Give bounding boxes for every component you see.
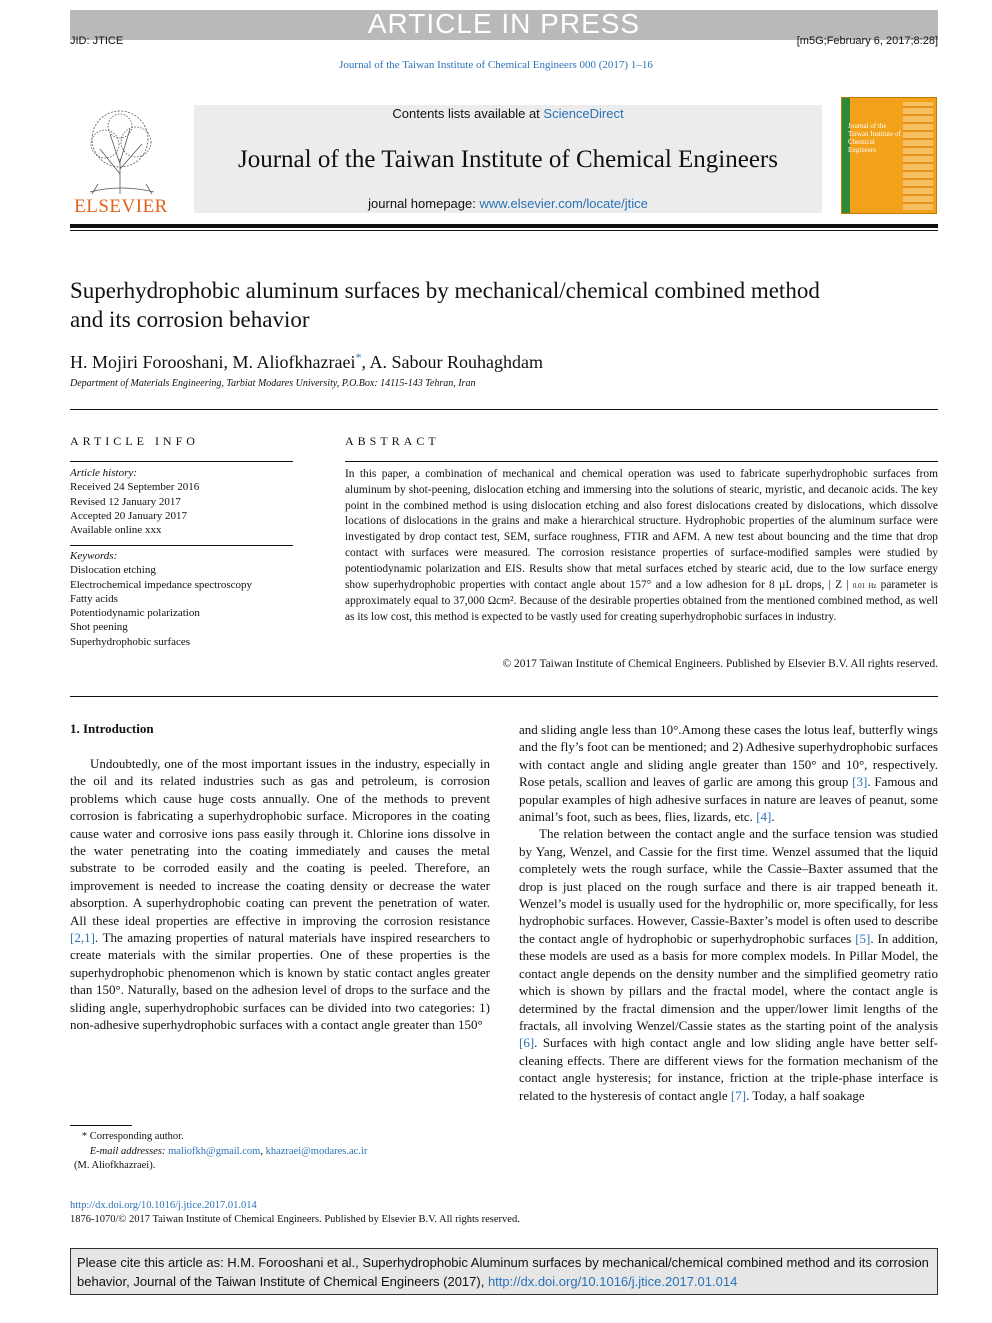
body-column-left bbox=[70, 755, 490, 1034]
keywords-rule bbox=[70, 545, 293, 546]
cover-stripe bbox=[842, 98, 850, 214]
abstract-rule bbox=[345, 461, 938, 462]
history-item: Available online xxx bbox=[70, 524, 162, 537]
journal-title: Journal of the Taiwan Institute of Chemical Engineers bbox=[237, 146, 778, 173]
history-item: Received 24 September 2016 bbox=[70, 481, 200, 494]
contents-line: Contents lists available at ScienceDirect bbox=[392, 106, 624, 121]
abstract-end-rule bbox=[70, 696, 938, 697]
citation-link[interactable]: [2,1] bbox=[70, 930, 95, 946]
article-title: Superhydrophobic aluminum surfaces by mechanical/chemical combined method and its corrosion behavior bbox=[70, 278, 820, 332]
article-in-press-text: ARTICLE IN PRESS bbox=[367, 8, 641, 39]
cover-pattern bbox=[903, 102, 933, 210]
article-history: Article history: Received 24 September 2016 Revised 12 January 2017 Accepted 20 January 2017 Available online xxx bbox=[70, 466, 293, 537]
keyword-item: Shot peening bbox=[70, 621, 128, 634]
article-info-rule bbox=[70, 461, 293, 462]
section-rule bbox=[70, 409, 938, 410]
citation-box: Please cite this article as: H.M. Forooshani et al., Superhydrophobic Aluminum surfaces by mechanical/chemical combined method and its corrosion behavior, Journal of the Taiwan Institute of Chemical Engineers (2017), http://dx.doi.org/10.1016/j.jtice.2017.01.014 bbox=[70, 1248, 938, 1295]
keyword-item: Electrochemical impedance spectroscopy bbox=[70, 578, 253, 591]
footnote-rule bbox=[70, 1125, 132, 1126]
introduction-heading: 1. Introduction bbox=[70, 721, 154, 736]
build-stamp: [m5G;February 6, 2017;8:28] bbox=[796, 35, 938, 47]
body-column-right bbox=[519, 721, 938, 1104]
homepage-link[interactable]: www.elsevier.com/locate/jtice bbox=[479, 196, 648, 211]
citation-link[interactable]: [7] bbox=[730, 1087, 747, 1103]
keyword-item: Dislocation etching bbox=[70, 564, 156, 577]
citation-link[interactable]: [3] bbox=[852, 774, 868, 790]
elsevier-wordmark: ELSEVIER bbox=[74, 196, 168, 217]
citation-link[interactable]: [4] bbox=[756, 809, 772, 825]
cover-title: Journal of the Taiwan Institute of Chemical Engineers bbox=[848, 122, 901, 154]
history-item: Revised 12 January 2017 bbox=[70, 495, 181, 508]
issn-line: 1876-1070/© 2017 Taiwan Institute of Chemical Engineers. Published by Elsevier B.V. All rights reserved. bbox=[70, 1214, 520, 1225]
homepage-line: journal homepage: www.elsevier.com/locate/jtice bbox=[368, 196, 648, 211]
paragraph: Undoubtedly, one of the most important issues in the industry, especially in the oil and its related industries such as gas and petroleum, is corrosion problems which cause huge costs annually. One of the methods to prevent corrosion is fabricating a superhydrophobic surface. Micropores in the coating cause water and corrosive ions pass easily through it. Chlorine ions dissolve in the water penetrating into the coating immediately and causes the metal substrate to be corroded easily and the coating is peeled. Therefore, an improvement is needed to increase the coating density or decrease the water absorption. A superhydrophobic coating can prevent the penetration of water. All these ideal properties are effective in improving the corrosion resistance [2,1]. The amazing properties of natural materials have inspired researchers to create materials with the similar properties. One of these properties is the superhydrophobic phenomenon which is known by static contact angles greater than 150°. Naturally, based on the adhesion level of drops to the surface and the sliding angle, superhydrophobic surfaces can be divided into two categories: 1) non-adhesive superhydrophobic surfaces with a contact angle greater than 150° bbox=[70, 756, 490, 1033]
doi-link[interactable]: http://dx.doi.org/10.1016/j.jtice.2017.01.014 bbox=[70, 1200, 257, 1211]
journal-id: JID: JTICE bbox=[70, 35, 124, 47]
abstract-copyright: © 2017 Taiwan Institute of Chemical Engineers. Published by Elsevier B.V. All rights reserved. bbox=[502, 658, 938, 670]
history-item: Accepted 20 January 2017 bbox=[70, 509, 187, 522]
keyword-item: Potentiodynamic polarization bbox=[70, 607, 200, 620]
journal-reference-link[interactable]: Journal of the Taiwan Institute of Chemical Engineers 000 (2017) 1–16 bbox=[339, 59, 653, 71]
keyword-item: Fatty acids bbox=[70, 592, 118, 605]
abstract-heading: ABSTRACT bbox=[345, 434, 440, 448]
corresponding-author-mark[interactable]: * bbox=[355, 350, 362, 364]
email-link[interactable]: khazraei@modares.ac.ir bbox=[265, 1145, 368, 1157]
citation-doi-link[interactable]: http://dx.doi.org/10.1016/j.jtice.2017.01.014 bbox=[487, 1274, 738, 1289]
citation-link[interactable]: [5] bbox=[855, 930, 871, 946]
header-rule-thin bbox=[70, 230, 938, 231]
corresponding-author-footnote: * Corresponding author. E-mail addresses: maliofkh@gmail.com, khazraei@modares.ac.ir (M. Aliofkhazraei). bbox=[74, 1131, 368, 1171]
author-list: H. Mojiri Forooshani, M. Aliofkhazraei*, A. Sabour Rouhaghdam bbox=[70, 350, 543, 372]
abstract-text: In this paper, a combination of mechanical and chemical operation was used to fabricate superhydrophobic surfaces from aluminum by shot-peening, dislocation etching and immersing into the solutions of stearic, myristic, and decanoic acids. The key point in the combined method is using dislocation etching and also forest dislocations created by dislocations, which dissolve locations of dislocations in the grains and make a hierarchical structure. Hydrophobic properties of the aluminum surface were investigated by drop contact test, SEM, surface roughness, FTIR and AFM. A new test about bouncing and the time that drop contact with surfaces were measured. The corrosion resistance properties of surface-modified samples were studied by potentiodynamic polarization and EIS. Results show that metal surfaces etched by stearic acid, due to the low surface energy show superhydrophobic properties with contact angle about 157° and a low adhesion for 8 µL drops, | Z | 0.01 Hz parameter is approximately equal to 37,000 Ωcm². Because of the desirable properties obtained from the mentioned combined method, as well as its low cost, this method is expected to be vastly used for creating superhydrophobic surfaces in industry. bbox=[345, 468, 938, 624]
sciencedirect-link[interactable]: ScienceDirect bbox=[543, 106, 624, 121]
keyword-item: Superhydrophobic surfaces bbox=[70, 635, 191, 648]
paragraph: and sliding angle less than 10°.Among these cases the lotus leaf, butterfly wings and the fly’s foot can be mentioned; and 2) Adhesive superhydrophobic surfaces with contact angle and sliding angle greater than 150° and 10°, respectively. Rose petals, scallion and leaves of garlic are among this group [3]. Famous and popular examples of high adhesive surfaces in nature are leaves of peanut, some animal’s foot, such as bees, flies, lizards, etc. [4]. bbox=[519, 722, 938, 825]
paragraph: The relation between the contact angle and the surface tension was studied by Yang, Wenzel, and Cassie for the first time. Wenzel assumed that the liquid completely wets the rough surface, while the Cassie–Baxter assumed that the drop is just placed on the rough surface and there is air trapped beneath it. Wenzel’s model is usually used for the hydrophilic or, more specifically, for less hydrophobic surfaces. However, Cassie-Baxter’s model is often used to describe the contact angle of hydrophobic or superhydrophobic surfaces [5]. In addition, these models are used as a basis for more complex models. In Pillar Model, the contact angle depends on the density number and the simplified geometry ratio which is shown by pillars and the fractal model, where the contact angle is determined by the fractal dimension and the upper/lower limit lengths of the fractals, all involving Wenzel/Cassie states as the starting point of the analysis [6]. Surfaces with high contact angle and low sliding angle have better self-cleaning effects. There are different views for the formation mechanism of the contact angle hysteresis; for instance, friction at the triple-phase interface is related to the hysteresis of contact angle [7]. Today, a half soakage bbox=[519, 826, 938, 1103]
keywords: Keywords: Dislocation etching Electrochemical impedance spectroscopy Fatty acids Potentiodynamic polarization Shot peening Superhydrophobic surfaces bbox=[70, 549, 293, 649]
journal-cover-image bbox=[841, 97, 937, 214]
citation-link[interactable]: [6] bbox=[519, 1035, 535, 1051]
article-info-heading: ARTICLE INFO bbox=[70, 434, 199, 448]
email-link[interactable]: maliofkh@gmail.com bbox=[168, 1145, 261, 1157]
affiliation: Department of Materials Engineering, Tarbiat Modares University, P.O.Box: 14115-143 Tehran, Iran bbox=[70, 378, 476, 389]
header-rule-thick bbox=[70, 224, 938, 228]
